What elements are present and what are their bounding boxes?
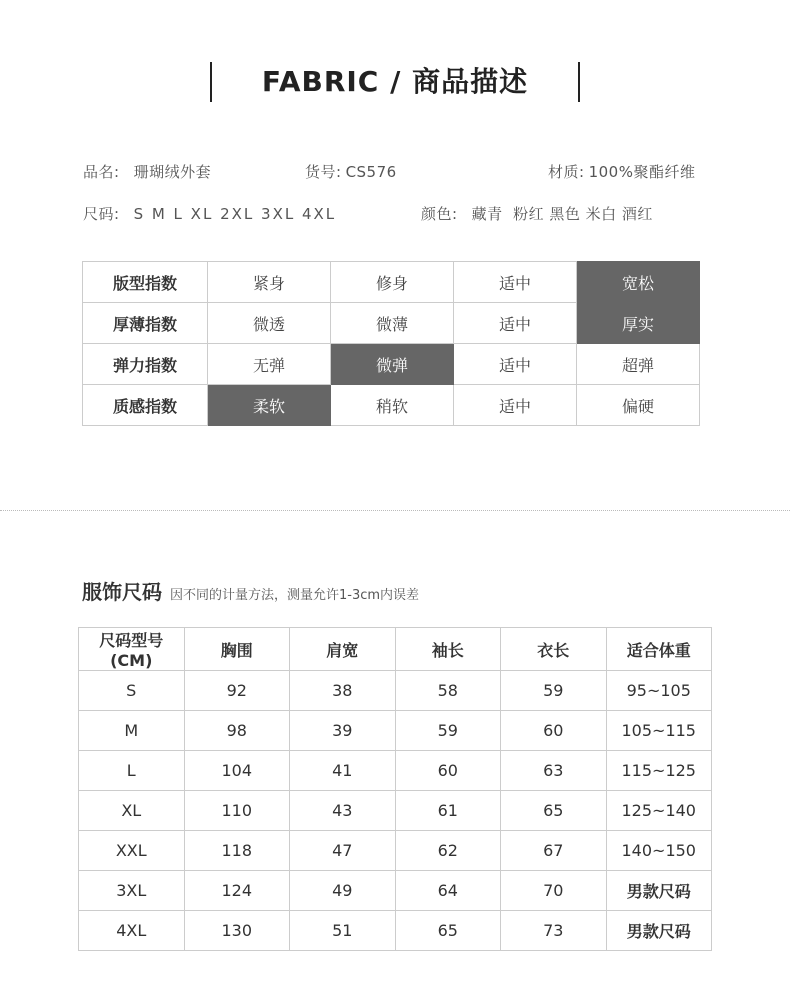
index-row-label: 版型指数: [83, 262, 208, 303]
size-cell: 60: [501, 711, 607, 751]
size-row: [79, 911, 712, 951]
index-row-label: 厚薄指数: [83, 303, 208, 344]
size-cell: 59: [395, 711, 501, 751]
size-row: [79, 751, 712, 791]
size-cell: 59: [501, 671, 607, 711]
size-cell: 男款尺码: [606, 871, 712, 911]
index-option-selected: 宽松: [577, 262, 700, 303]
index-row-label: 质感指数: [83, 385, 208, 426]
size-cell: L: [79, 751, 185, 791]
size-cell: 38: [290, 671, 396, 711]
size-cell: XXL: [79, 831, 185, 871]
title-right-bar: [578, 62, 580, 102]
color-list-value: 藏青 粉红 黑色 米白 酒红: [471, 205, 653, 223]
product-name-label: 品名:: [83, 163, 120, 181]
size-cell: 110: [184, 791, 290, 831]
size-column-header: 袖长: [395, 628, 501, 671]
size-row: [79, 791, 712, 831]
size-cell: M: [79, 711, 185, 751]
index-option: 偏硬: [577, 385, 700, 426]
section-divider: [0, 510, 790, 511]
index-option: 适中: [454, 262, 577, 303]
index-option: 适中: [454, 303, 577, 344]
index-option: 修身: [331, 262, 454, 303]
index-option-selected: 微弹: [331, 344, 454, 385]
index-row: [83, 303, 700, 344]
size-cell: 104: [184, 751, 290, 791]
page-title-block: [210, 62, 580, 102]
item-number: [305, 161, 397, 182]
size-section-heading: [82, 576, 419, 605]
index-option: 稍软: [331, 385, 454, 426]
size-cell: 41: [290, 751, 396, 791]
index-row: [83, 262, 700, 303]
size-cell: 47: [290, 831, 396, 871]
size-column-header: 肩宽: [290, 628, 396, 671]
size-cell: 67: [501, 831, 607, 871]
index-row: [83, 385, 700, 426]
index-option: 适中: [454, 385, 577, 426]
size-list-label: 尺码:: [83, 205, 120, 223]
size-cell: 61: [395, 791, 501, 831]
size-cell: 63: [501, 751, 607, 791]
size-cell: XL: [79, 791, 185, 831]
size-cell: 64: [395, 871, 501, 911]
index-option-selected: 厚实: [577, 303, 700, 344]
size-column-header: 胸围: [184, 628, 290, 671]
size-cell: 43: [290, 791, 396, 831]
size-cell: 49: [290, 871, 396, 911]
size-heading-note: 因不同的计量方法，测量允许1-3cm内误差: [170, 588, 420, 603]
size-cell: 70: [501, 871, 607, 911]
fabric-index-table: [82, 261, 700, 426]
size-list: [83, 203, 336, 224]
size-cell: S: [79, 671, 185, 711]
index-option: 适中: [454, 344, 577, 385]
size-cell: 118: [184, 831, 290, 871]
size-column-header: 适合体重: [606, 628, 712, 671]
size-cell: 65: [501, 791, 607, 831]
size-row: [79, 711, 712, 751]
size-cell: 60: [395, 751, 501, 791]
size-cell: 58: [395, 671, 501, 711]
size-cell: 115~125: [606, 751, 712, 791]
size-cell: 62: [395, 831, 501, 871]
size-cell: 125~140: [606, 791, 712, 831]
size-row: [79, 871, 712, 911]
size-cell: 男款尺码: [606, 911, 712, 951]
size-cell: 130: [184, 911, 290, 951]
size-cell: 73: [501, 911, 607, 951]
size-list-value: S M L XL 2XL 3XL 4XL: [133, 205, 337, 223]
product-name-value: 珊瑚绒外套: [133, 163, 212, 181]
size-chart-table: [78, 627, 712, 951]
index-row: [83, 344, 700, 385]
size-cell: 98: [184, 711, 290, 751]
color-list: [421, 203, 653, 224]
product-name: [83, 161, 211, 182]
index-option: 紧身: [208, 262, 331, 303]
size-row: [79, 831, 712, 871]
size-cell: 3XL: [79, 871, 185, 911]
size-cell: 51: [290, 911, 396, 951]
size-cell: 124: [184, 871, 290, 911]
item-number-label: 货号:: [305, 163, 342, 181]
size-cell: 65: [395, 911, 501, 951]
index-option: 微薄: [331, 303, 454, 344]
material-value: 100%聚酯纤维: [588, 163, 696, 181]
size-column-header: 衣长: [501, 628, 607, 671]
index-option: 无弹: [208, 344, 331, 385]
size-heading-title: 服饰尺码: [82, 580, 162, 604]
size-cell: 105~115: [606, 711, 712, 751]
size-column-header: 尺码型号(CM): [79, 628, 185, 671]
size-cell: 140~150: [606, 831, 712, 871]
material-label: 材质:: [548, 163, 585, 181]
size-cell: 4XL: [79, 911, 185, 951]
size-cell: 39: [290, 711, 396, 751]
page-title: FABRIC / 商品描述: [261, 65, 529, 98]
size-row: [79, 671, 712, 711]
material: [548, 161, 695, 182]
size-cell: 92: [184, 671, 290, 711]
index-option: 微透: [208, 303, 331, 344]
color-list-label: 颜色:: [421, 205, 458, 223]
index-row-label: 弹力指数: [83, 344, 208, 385]
item-number-value: CS576: [345, 163, 397, 181]
size-cell: 95~105: [606, 671, 712, 711]
index-option: 超弹: [577, 344, 700, 385]
index-option-selected: 柔软: [208, 385, 331, 426]
